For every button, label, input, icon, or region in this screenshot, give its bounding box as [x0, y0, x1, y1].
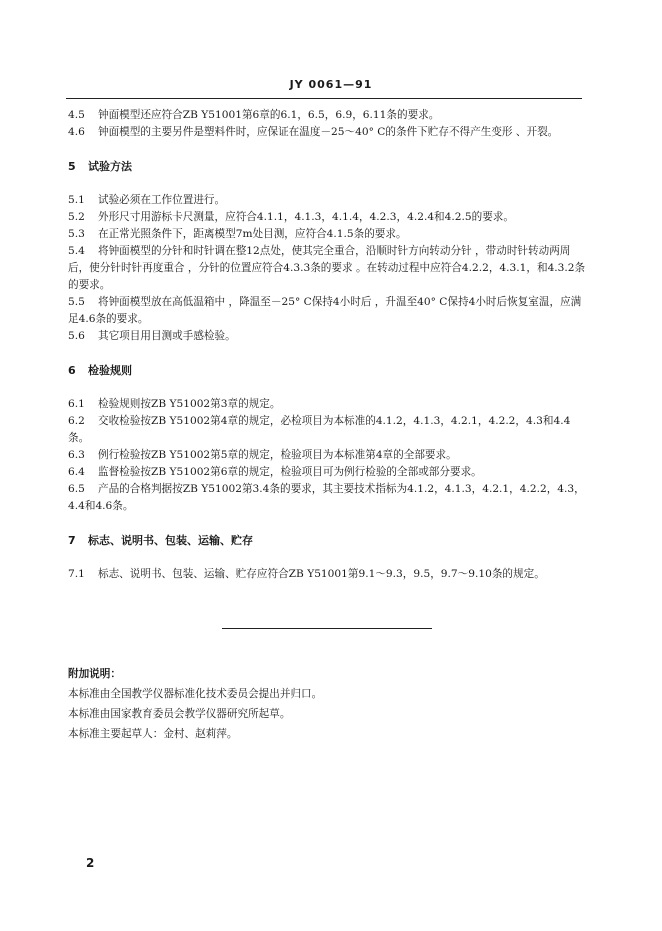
clause-4-6: 4.6 钟面模型的主要另件是塑料件时，应保证在温度－25～40° C的条件下贮存不得产生变形 、开裂。: [68, 126, 559, 138]
document-body: [68, 107, 588, 583]
additional-notes-title: 附加说明：: [68, 668, 121, 680]
clause-6-3: 6.3 例行检验按ZB Y51002第5章的规定，检验项目为本标准第4章的全部要求。: [68, 449, 457, 461]
additional-note-line: 本标准主要起草人：金村、赵莉萍。: [68, 728, 238, 740]
section-6-heading: 6 检验规则: [68, 364, 132, 377]
section-5-heading: 5 试验方法: [68, 160, 132, 173]
section-7-heading: 7 标志、说明书、包装、运输、贮存: [68, 534, 253, 547]
clause-5-1: 5.1 试验必须在工作位置进行。: [68, 194, 226, 206]
clause-5-5: 5.5 将钟面模型放在高低温箱中 ，降温至－25° C保持4小时后 ，升温至40° C保持4小时后恢复室温，应满足4.6条的要求。: [68, 296, 582, 325]
additional-notes: [68, 664, 588, 744]
clause-6-2: 6.2 交收检验按ZB Y51002第4章的规定，必检项目为本标准的4.1.2，4.1.3，4.2.1，4.2.2，4.3和4.4条。: [68, 415, 571, 444]
clause-6-5: 6.5 产品的合格判据按ZB Y51002第3.4条的要求，其主要技术指标为4.1.2，4.1.3，4.2.1，4.2.2，4.3，4.4和4.6条。: [68, 483, 585, 512]
clause-4-5: 4.5 钟面模型还应符合ZB Y51001第6章的6.1，6.5，6.9，6.11条的要求。: [68, 109, 440, 121]
clause-6-1: 6.1 检验规则按ZB Y51002第3章的规定。: [68, 398, 281, 410]
page-number: 2: [86, 856, 95, 870]
additional-note-line: 本标准由国家教育委员会教学仪器研究所起草。: [68, 708, 291, 720]
clause-5-3: 5.3 在正常光照条件下，距离模型7m处目测，应符合4.1.5条的要求。: [68, 228, 407, 240]
clause-5-4: 5.4 将钟面模型的分针和时针调在整12点处，使其完全重合，沿顺时针方向转动分针 ，带动时针转动两周后，使分针时针再度重合 ，分针的位置应符合4.3.3条的要求 。在转动过程中应符合4.2.2，4.3.1，和4.3.2条的要求。: [68, 245, 586, 291]
header-rule: [66, 98, 582, 99]
standard-code: JY 0061—91: [289, 78, 373, 91]
end-rule: [222, 628, 432, 629]
clause-5-6: 5.6 其它项目用目测或手感检验。: [68, 330, 236, 342]
clause-6-4: 6.4 监督检验按ZB Y51002第6章的规定，检验项目可为例行检验的全部或部分要求。: [68, 466, 482, 478]
additional-note-line: 本标准由全国教学仪器标准化技术委员会提出并归口。: [68, 688, 323, 700]
clause-7-1: 7.1 标志、说明书、包装、运输、贮存应符合ZB Y51001第9.1～9.3，9.5，9.7～9.10条的规定。: [68, 568, 545, 580]
clause-5-2: 5.2 外形尺寸用游标卡尺测量，应符合4.1.1，4.1.3，4.1.4，4.2.3，4.2.4和4.2.5的要求。: [68, 211, 514, 223]
